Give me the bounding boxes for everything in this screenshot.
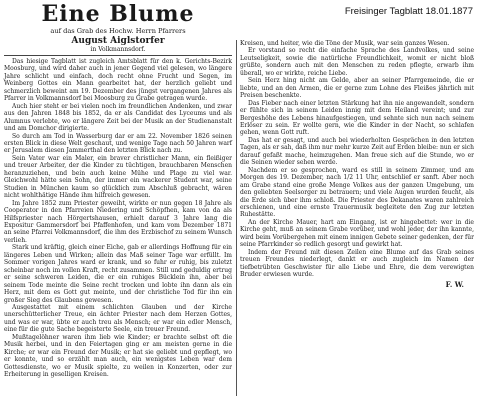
paragraph: Ausgestattet mit einem schlichten Glauben und der Kirche unerschütterlicher Treue, ein ächter Priester nach dem Herzen Gottes, und was er war, übte er auch treu als Mensch; er war ein edler Mensch, eine für die gute Sache begeisterte Seele, ein treuer Freund. (4, 303, 232, 334)
paragraph: Nachdem er so gesprochen, ward es still in seinem Zimmer, und am Morgen des 19. Dezember, nach 1/2 11 Uhr, entschlief er sanft. Aber noch am Grabe stand eine große Menge Volkes aus der ganzen Umgebung, um den geliebten Seelsorger zu betrauern; und viele Augen wurden feucht, als die Erde sich über ihm schloß. Die Priester des Dekanates waren zahlreich erschienen, und eine ernste Trauermusik begleitete den Zug zur letzten Ruhestätte. (240, 166, 474, 219)
left-paragraphs (4, 58, 232, 378)
right-paragraphs (240, 40, 474, 279)
paragraph: An der Kirche Mauer, hart am Eingang, ist er hingebettet: wer in die Kirche geht, muß an seinem Grabe vorüber, und wohl jeder, der ihn kannte, wird beim Vorübergehen mit einem innigen Gebete seiner gedenken, der für seine Pfarrkinder so redlich gesorgt und gewirkt hat. (240, 218, 474, 249)
article-place: in Volkmannsdorf. (90, 46, 146, 53)
header-rule (4, 55, 232, 56)
paragraph: Im Jahre 1852 zum Priester geweiht, wirkte er nun gegen 18 Jahre als Cooperator in den Pfarreien Niedering und Schöpfhen, kam von da als Hilfspriester nach Hörgertshausen, erhielt darauf 3 Jahre lang die Expositur Gammersdorf bei Pfaffenhofen, und kam vom Dezember 1871 an seine Pfarrei Volkmannsdorf, die ihm des Erzbischof zu seinem Wunsch verlieh. (4, 199, 232, 244)
article-subtitle: auf das Grab des Hochw. Herrn Pfarrers (50, 27, 186, 35)
paragraph: Indem der Freund mit diesen Zeilen eine Blume auf das Grab seines treuen Freundes niederlegt, dankt er auch zugleich im Namen der tiefbetrübten Geschwister für alle Liebe und Ehre, die dem verewigten Bruder erwiesen wurde. (240, 248, 474, 279)
paragraph: Kreisen, und heiter, wie die Töne der Musik, war sein ganzes Wesen. (240, 40, 450, 47)
article-title: Eine Blume (41, 1, 195, 27)
article-name: August Aiglstorfer (71, 36, 165, 46)
paragraph: Sein Vater war ein Maler, ein braver christlicher Mann, ein fleißiger und treuer Arbeiter, der die Kinder zu tüchtigen, brauchbaren Menschen heranzuziehen, und bein auch keine Mühe und Plage zu viel war. Gleichwohl hätte sein Sohn, der immer ein wackerer Student war, seine Studien in München kaum so glücklich zum Abschluß gebracht, wären nicht wohlthätige Hände ihm hilfreich gewesen. (4, 154, 232, 200)
column-divider (236, 40, 237, 396)
paragraph: Stark und kräftig, gleich einer Eiche, gab er allerdings Hoffnung für ein längeres Leben und Wirken; allein das Maß seiner Tage war erfüllt. Im Sommer vorigen Jahres ward er krank, und so fuhr er ruhig, bis zuletzt scheinbar noch im vollen Kraft, recht zusammen. Still und geduldig ertrug er seine schweren Leiden, die er ein ruhiges Bücklein ihn, aber bei seinem Tode meinte die Seine recht trocken und lobte ihn dann als ein Herz, mit dem es Gott gut meinte, und der christliche Tod für ihn ein großer Sieg des Glaubens gewesen. (4, 244, 232, 304)
paragraph: Mußtagelöhner waren ihm lieb wie Kinder; er brachte selbst oft die Musik herbei, und in den Feiertagen ging er am meisten gerne in die Kirche; er war ein Freund der Musik; er hat sie geliebt und gepflegt, wo er konnte, und so erzählt man auch, ein wenigstes Leben war dem Gottesdienste, wo er Musik spielte, zu weilen in Konzerten, oder zur Erheiterung in geselligen Kreisen. (4, 333, 232, 379)
paragraph: Er vorstand so recht die einfache Sprache des Landvolkes, und seine Leutseligkeit, sowie die natürliche Freundlichkeit, womit er nicht bloß grüßte, sondern auch mit den Menschen zu reden pflegte, erwarb ihm überall, wo er wirkte, reiche Liebe. (240, 47, 474, 77)
paragraph: Das hiesige Tagblatt ist zugleich Amtsblatt für den k. Gerichts-Bezirk Moosburg, und wird daher auch in jener Gegend viel gelesen, wo längere Jahre schlicht und einfach, doch recht ohne Frucht und Segen, im Weinberg Gottes ein Mann gearbeitet hat, der herzlich geliebt und schmerzlich beweint am 19. Dezember des jüngst vergangenen Jahres als Pfarrer in Volkmannsdorf bei Moosburg zu Grabe getragen wurde. (4, 58, 232, 103)
paragraph: So durch am Tod in Wasserburg dar er am 22. November 1826 seinen ersten Blick in diese Welt geschaut, und wenige Tage nach 50 Jahren warf er Jerusalem diesen Jammerthal den letzten Blick nach zu. (4, 132, 232, 155)
signature: F. W. (445, 279, 464, 289)
paragraph: Auch hier steht er bei vielen noch im freundlichen Andenken, und zwar aus den Jahren 1848 bis 1852, da er als Candidat des Lyceums und als Alumnus verlebte, wo er längere Zeit bei der Musik an der Studienanstalt und am Domchor dirigierte. (4, 102, 232, 133)
paragraph: Das Fieber nach einer letzten Stärkung hat ihn nie angewandelt, sondern er fühlte sich in seinem Leiden innig mit dem Heiland vereint; und zur Bergeshöhe des Lebens hinaufgestiegen, und sehnte sich nun nach seinem Erlöser zu sein. Er wollte gern, wie die Kinder in der Nacht, so schlafen gehen, wenn Gott ruft. (240, 99, 474, 137)
paragraph: Sein Herz hing nicht am Gelde, aber an seiner Pfarrgemeinde, die er liebte, und an den Armen, die er gerne zum Lohne des Fleißes jährlich mit Preisen beschenkte. (240, 77, 474, 100)
right-column (240, 40, 474, 289)
left-column (4, 2, 232, 378)
source-caption: Freisinger Tagblatt 18.01.1877 (344, 6, 473, 17)
paragraph: Das hat er gesagt, und auch bei wiederholten Gesprächen in den letzten Tagen, als er sah, daß ihm nur mehr kurze Zeit auf Erden bleibe: nun er sich darauf gefaßt mache, heimzugehen. Man freue sich auf die Stunde, wo er die Seinen wieder sehen werde. (240, 136, 474, 167)
